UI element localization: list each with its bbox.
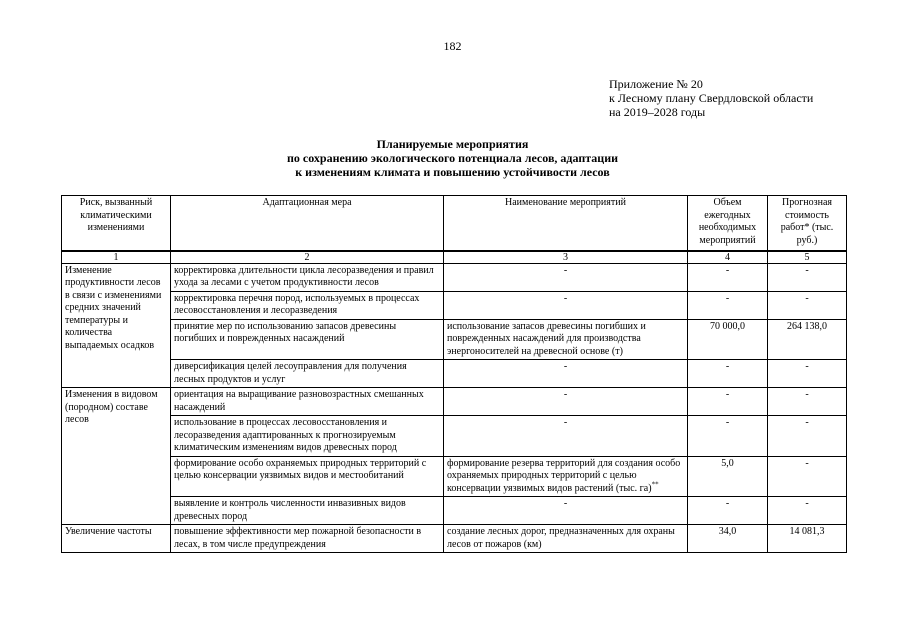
table-header-row	[62, 196, 847, 251]
activity-text: -	[563, 417, 568, 428]
header-measure: Адаптационная мера	[171, 196, 444, 251]
cost-cell: -	[768, 456, 847, 497]
column-number: 3	[444, 251, 688, 264]
activity-cell	[444, 497, 688, 525]
measure-cell: формирование особо охраняемых природных территорий с целью консервации уязвимых видов и местообитаний	[171, 456, 444, 497]
activity-text: использование запасов древесины погибших и поврежденных насаждений для производства энергоносителей на древесной основе (т)	[447, 320, 646, 357]
risk-cell: Изменения в видовом (породном) составе лесов	[62, 388, 171, 525]
header-cost: Прогнозная стоимость работ* (тыс. руб.)	[768, 196, 847, 251]
measure-cell: ориентация на выращивание разновозрастных смешанных насаждений	[171, 388, 444, 416]
volume-cell: 34,0	[688, 525, 768, 553]
document-title	[0, 137, 905, 179]
table-row	[62, 291, 847, 319]
measure-cell: корректировка длительности цикла лесоразведения и правил ухода за лесами с учетом продуктивности лесов	[171, 263, 444, 291]
cost-cell: -	[768, 360, 847, 388]
cost-cell: -	[768, 291, 847, 319]
column-number: 4	[688, 251, 768, 264]
activity-cell	[444, 525, 688, 553]
activity-text: -	[563, 264, 568, 276]
volume-cell: -	[688, 497, 768, 525]
measures-table	[61, 195, 847, 553]
title-line: по сохранению экологического потенциала лесов, адаптации	[286, 151, 619, 165]
table-row	[62, 360, 847, 388]
volume-cell: -	[688, 388, 768, 416]
table-row	[62, 456, 847, 497]
appendix-line: к Лесному плану Свердловской области	[609, 91, 814, 105]
risk-cell: Увеличение частоты	[62, 525, 171, 553]
header-risk: Риск, вызванный климатическими изменениями	[62, 196, 171, 251]
cost-cell: 14 081,3	[768, 525, 847, 553]
header-activity: Наименование мероприятий	[444, 196, 688, 251]
activity-cell	[444, 416, 688, 457]
title-line: Планируемые мероприятия	[376, 137, 529, 151]
cost-cell: -	[768, 416, 847, 457]
column-number-row	[62, 251, 847, 264]
activity-text: -	[563, 389, 568, 400]
cost-cell: -	[768, 263, 847, 291]
measure-cell: использование в процессах лесовосстановления и лесоразведения адаптированных к прогнозируемым климатическим изменениям видов древесных пород	[171, 416, 444, 457]
cost-cell: -	[768, 388, 847, 416]
column-number: 1	[62, 251, 171, 264]
table-row	[62, 497, 847, 525]
volume-cell: -	[688, 360, 768, 388]
volume-cell: 70 000,0	[688, 319, 768, 360]
risk-cell: Изменение продуктивности лесов в связи с изменениями средних значений температуры и количества выпадаемых осадков	[62, 263, 171, 388]
activity-cell	[444, 388, 688, 416]
appendix-reference	[609, 77, 813, 119]
measure-cell: выявление и контроль численности инвазивных видов древесных пород	[171, 497, 444, 525]
appendix-line: на 2019–2028 годы	[609, 105, 706, 119]
table-row	[62, 263, 847, 291]
volume-cell: -	[688, 263, 768, 291]
volume-cell: -	[688, 416, 768, 457]
page-number: 182	[443, 39, 462, 53]
activity-cell	[444, 291, 688, 319]
appendix-line: Приложение № 20	[609, 77, 703, 91]
cost-cell: 264 138,0	[768, 319, 847, 360]
measure-cell: диверсификация целей лесоуправления для получения лесных продуктов и услуг	[171, 360, 444, 388]
volume-cell: -	[688, 291, 768, 319]
footnote-marker: **	[651, 480, 659, 489]
table-row	[62, 416, 847, 457]
activity-text: -	[563, 361, 568, 372]
activity-text: -	[563, 292, 568, 304]
measure-cell: корректировка перечня пород, используемых в процессах лесовосстановления и лесоразведения	[171, 291, 444, 319]
activity-cell	[444, 319, 688, 360]
cost-cell: -	[768, 497, 847, 525]
activity-text: -	[563, 498, 568, 509]
activity-cell	[444, 360, 688, 388]
measure-cell: принятие мер по использованию запасов древесины погибших и поврежденных насаждений	[171, 319, 444, 360]
activity-cell	[444, 456, 688, 497]
column-number: 5	[768, 251, 847, 264]
activity-text: формирование резерва территорий для создания особо охраняемых природных территорий с целью консервации уязвимых видов растений (тыс. га)	[447, 457, 681, 494]
column-number: 2	[171, 251, 444, 264]
table-row	[62, 388, 847, 416]
activity-text: создание лесных дорог, предназначенных для охраны лесов от пожаров (км)	[447, 526, 675, 550]
title-line: к изменениям климата и повышению устойчивости лесов	[295, 165, 610, 179]
volume-cell: 5,0	[688, 456, 768, 497]
measure-cell: повышение эффективности мер пожарной безопасности в лесах, в том числе предупреждения	[171, 525, 444, 553]
header-volume: Объем ежегодных необходимых мероприятий	[688, 196, 768, 251]
activity-cell	[444, 263, 688, 291]
table-row	[62, 319, 847, 360]
table-row	[62, 525, 847, 553]
